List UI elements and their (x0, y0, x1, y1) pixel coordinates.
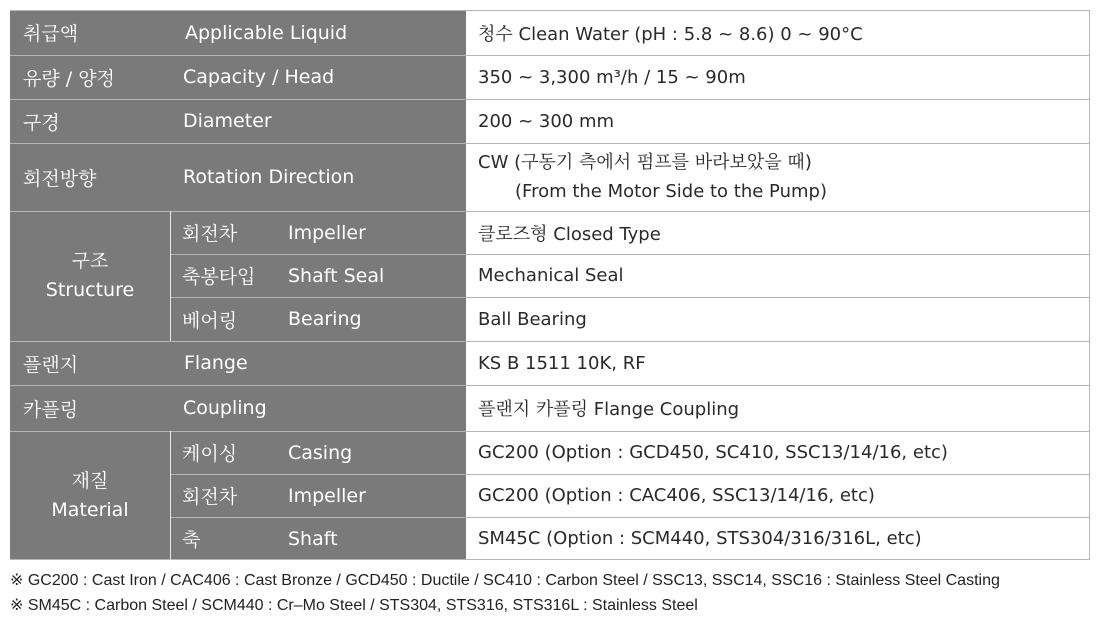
row-value: 플랜지 카플링 Flange Coupling (466, 385, 1090, 431)
spec-table (10, 10, 1090, 560)
sub-label-ko: 베어링 (182, 297, 274, 341)
sub-label-en: Shaft (288, 517, 466, 560)
material-group-label (10, 431, 170, 560)
row-label-ko: 취급액 (10, 10, 170, 55)
sub-label-ko: 회전차 (182, 211, 274, 254)
divider (10, 55, 1090, 56)
sub-label-ko: 축 (182, 517, 274, 560)
divider (170, 474, 1090, 475)
row-label-ko: 카플링 (10, 385, 170, 431)
footnote: ※ GC200 : Cast Iron / CAC406 : Cast Bronze / GCD450 : Ductile / SC410 : Carbon Steel / SSC13, SSC14, SSC16 : Stainless Steel Casting (10, 572, 1000, 589)
group-label-en: Structure (45, 279, 135, 301)
sub-label-ko: 회전차 (182, 474, 274, 517)
row-label-en: Applicable Liquid (185, 10, 466, 55)
divider (10, 385, 1090, 386)
row-label-ko: 구경 (10, 99, 170, 143)
row-value: GC200 (Option : GCD450, SC410, SSC13/14/16, etc) (466, 431, 1090, 474)
sub-label-en: Impeller (288, 474, 466, 517)
table-top-border (10, 10, 1090, 11)
divider (10, 143, 1090, 144)
row-value: GC200 (Option : CAC406, SSC13/14/16, etc) (466, 474, 1090, 517)
group-label-ko: 구조 (71, 250, 109, 272)
value-line-2: (From the Motor Side to the Pump) (515, 181, 827, 202)
structure-group-label (10, 211, 170, 341)
sub-label-ko: 축봉타입 (182, 254, 274, 297)
row-value (466, 143, 1090, 211)
row-label-ko: 유량 / 양정 (10, 55, 170, 99)
row-value: Ball Bearing (466, 297, 1090, 341)
table-bottom-border (10, 559, 1090, 560)
row-value: 클로즈형 Closed Type (466, 211, 1090, 254)
sub-label-en: Bearing (288, 297, 466, 341)
divider (10, 431, 1090, 432)
row-value: 200 ~ 300 mm (466, 99, 1090, 143)
divider (170, 517, 1090, 518)
row-label-ko: 플랜지 (10, 341, 170, 385)
sub-label-en: Casing (288, 431, 466, 474)
divider (10, 99, 1090, 100)
sub-label-ko: 케이싱 (182, 431, 274, 474)
sub-label-en: Shaft Seal (288, 254, 466, 297)
row-label-en: Diameter (183, 99, 466, 143)
divider (170, 211, 171, 341)
footnotes (10, 568, 1095, 618)
row-label-en: Flange (184, 341, 466, 385)
divider (170, 431, 171, 560)
row-value: 청수 Clean Water (pH : 5.8 ~ 8.6) 0 ~ 90°C (466, 10, 1090, 55)
divider (10, 211, 1090, 212)
row-label-ko: 회전방향 (10, 143, 170, 211)
group-label-ko: 재질 (71, 469, 109, 492)
row-value: Mechanical Seal (466, 254, 1090, 297)
row-value: 350 ~ 3,300 m³/h / 15 ~ 90m (466, 55, 1090, 99)
row-label-en: Coupling (183, 385, 466, 431)
row-value: KS B 1511 10K, RF (466, 341, 1090, 385)
row-label-en: Capacity / Head (183, 55, 466, 99)
footnote: ※ SM45C : Carbon Steel / SCM440 : Cr–Mo Steel / STS304, STS316, STS316L : Stainless Steel (10, 597, 698, 614)
divider (10, 341, 1090, 342)
group-label-en: Material (51, 498, 129, 521)
divider (170, 254, 1090, 255)
divider (170, 297, 1090, 298)
sub-label-en: Impeller (288, 211, 466, 254)
row-label-en: Rotation Direction (183, 143, 466, 211)
value-line-1: CW (구동기 측에서 펌프를 바라보았을 때) (478, 152, 812, 173)
row-value: SM45C (Option : SCM440, STS304/316/316L, etc) (466, 517, 1090, 560)
